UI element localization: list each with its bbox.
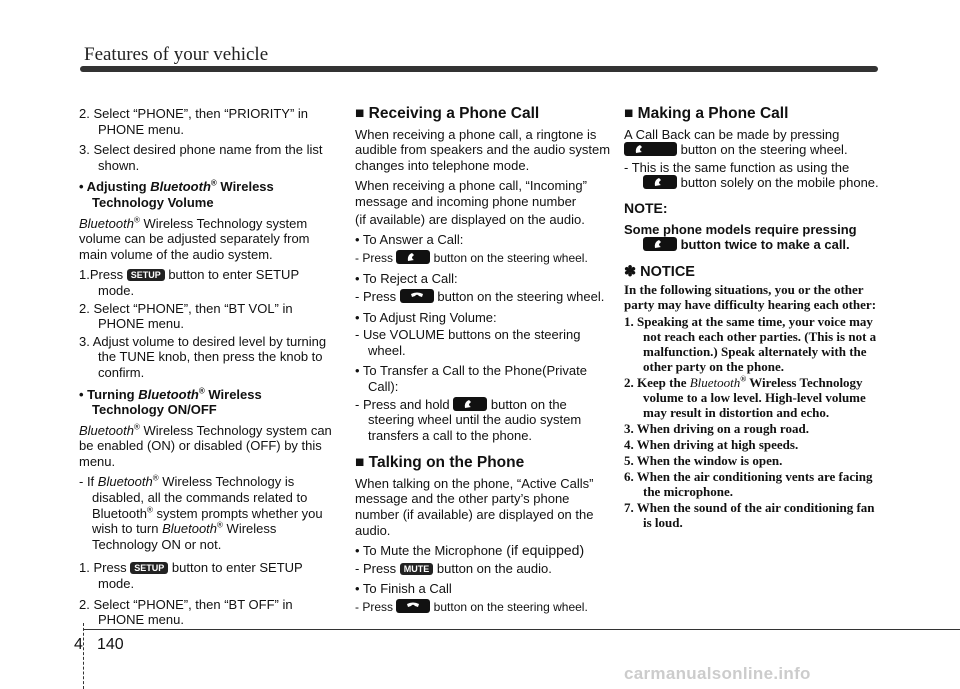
talking-desc: When talking on the phone, “Active Calls” message and the other party’s phone number (if available) are displayed on the audio. xyxy=(355,475,594,538)
notice-intro: In the following situations, you or the other party may have difficulty hearing each other: xyxy=(624,282,877,313)
reject-instruction: - Press button on the steering wheel. xyxy=(355,288,605,304)
call-answer-button-icon xyxy=(396,250,430,264)
notice-heading: ✽ NOTICE xyxy=(624,263,695,280)
page-number: 140 xyxy=(97,636,124,653)
notice-item-5: 5. When the window is open. xyxy=(624,453,783,469)
answer-instruction: - Press button on the steering wheel. xyxy=(355,250,588,265)
step-select-phone: 3. Select desired phone name from the list shown. xyxy=(79,142,323,173)
finish-instruction: - Press button on the steering wheel. xyxy=(355,600,588,615)
ring-volume-heading: • To Adjust Ring Volume: xyxy=(355,309,497,325)
section-receiving-title: ■ Receiving a Phone Call xyxy=(355,105,540,122)
page-header-title: Features of your vehicle xyxy=(84,44,269,65)
turn-step-2: 2. Select “PHONE”, then “BT OFF” in PHONE menu. xyxy=(79,596,293,628)
call-answer-button-icon xyxy=(453,397,487,411)
making-note: - This is the same function as using the button solely on the mobile phone. xyxy=(624,159,879,191)
finish-heading: • To Finish a Call xyxy=(355,581,452,597)
transfer-instruction: - Press and hold button on the steering wheel until the audio system transfers a call to the phone. xyxy=(355,396,582,443)
if-disabled-note: - If Bluetooth® Wireless Technology is disabled, all the commands related to Bluetooth® system prompts whether you wish to turn Bluetooth® Wireless Technology ON or not. xyxy=(79,474,323,552)
receiving-desc-3: (if available) are displayed on the audio. xyxy=(355,211,585,227)
making-desc: A Call Back can be made by pressing button on the steering wheel. xyxy=(624,126,848,158)
column-2 xyxy=(355,106,611,621)
call-answer-button-icon xyxy=(624,142,677,156)
section-making-title: ■ Making a Phone Call xyxy=(624,105,789,122)
adjust-step-3: 3. Adjust volume to desired level by turning the TUNE knob, then press the knob to confirm. xyxy=(79,333,327,380)
turn-step-1: 1. Press SETUP button to enter SETUP mode. xyxy=(79,560,303,592)
header-rule xyxy=(84,66,878,72)
note-text: Some phone models require pressing button twice to make a call. xyxy=(624,221,857,253)
reject-heading: • To Reject a Call: xyxy=(355,271,458,287)
ring-volume-instruction: - Use VOLUME buttons on the steering wheel. xyxy=(355,327,581,358)
adjust-step-1: 1.Press SETUP button to enter SETUP mode. xyxy=(79,267,299,298)
section-talking-title: ■ Talking on the Phone xyxy=(355,454,525,472)
transfer-heading: • To Transfer a Call to the Phone(Private Call): xyxy=(355,363,587,394)
call-answer-button-icon xyxy=(643,237,677,251)
receiving-desc-2: When receiving a phone call, “Incoming” message and incoming phone number xyxy=(355,178,587,209)
step-priority: 2. Select “PHONE”, then “PRIORITY” in PHONE menu. xyxy=(79,106,309,137)
setup-button-icon: SETUP xyxy=(130,562,168,574)
call-end-button-icon xyxy=(400,289,434,303)
call-end-button-icon xyxy=(396,599,430,613)
notice-item-1: 1. Speaking at the same time, your voice may not reach each other parties. (This is not a malfunction.) Speak alternately with the other party on the phone. xyxy=(624,314,877,375)
notice-item-3: 3. When driving on a rough road. xyxy=(624,421,809,437)
turn-on-off-desc: Bluetooth® Wireless Technology system can be enabled (ON) or disabled (OFF) by this menu. xyxy=(79,422,332,469)
note-heading: NOTE: xyxy=(624,199,668,216)
column-3 xyxy=(624,106,880,531)
call-answer-button-icon xyxy=(643,175,677,189)
setup-button-icon: SETUP xyxy=(127,269,165,281)
mute-heading: • To Mute the Microphone (if equipped) xyxy=(355,542,585,559)
mute-instruction: - Press MUTE button on the audio. xyxy=(355,560,552,576)
receiving-desc-1: When receiving a phone call, a ringtone is audible from speakers and the audio system changes into telephone mode. xyxy=(355,126,611,173)
chapter-number: 4 xyxy=(74,636,83,653)
mute-button-icon: MUTE xyxy=(400,563,434,575)
notice-item-2: 2. Keep the Bluetooth® Wireless Technology volume to a low level. High-level volume may result in distortion and echo. xyxy=(624,375,866,421)
notice-item-7: 7. When the sound of the air conditioning fan is loud. xyxy=(624,500,875,531)
answer-heading: • To Answer a Call: xyxy=(355,232,464,248)
heading-adjust-volume: • Adjusting Bluetooth® Wireless Technology Volume xyxy=(79,179,274,210)
notice-item-6: 6. When the air conditioning vents are facing the microphone. xyxy=(624,469,873,500)
heading-turn-on-off: • Turning Bluetooth® Wireless Technology ON/OFF xyxy=(79,386,262,418)
adjust-step-2: 2. Select “PHONE”, then “BT VOL” in PHONE menu. xyxy=(79,300,293,332)
notice-item-4: 4. When driving at high speeds. xyxy=(624,437,799,453)
footer-rule xyxy=(84,629,960,630)
footer-divider xyxy=(83,623,84,689)
column-1 xyxy=(79,106,335,633)
adjust-volume-desc: Bluetooth® Wireless Technology system volume can be adjusted separately from main volume of the audio system. xyxy=(79,215,310,262)
watermark: carmanualsonline.info xyxy=(624,664,811,683)
